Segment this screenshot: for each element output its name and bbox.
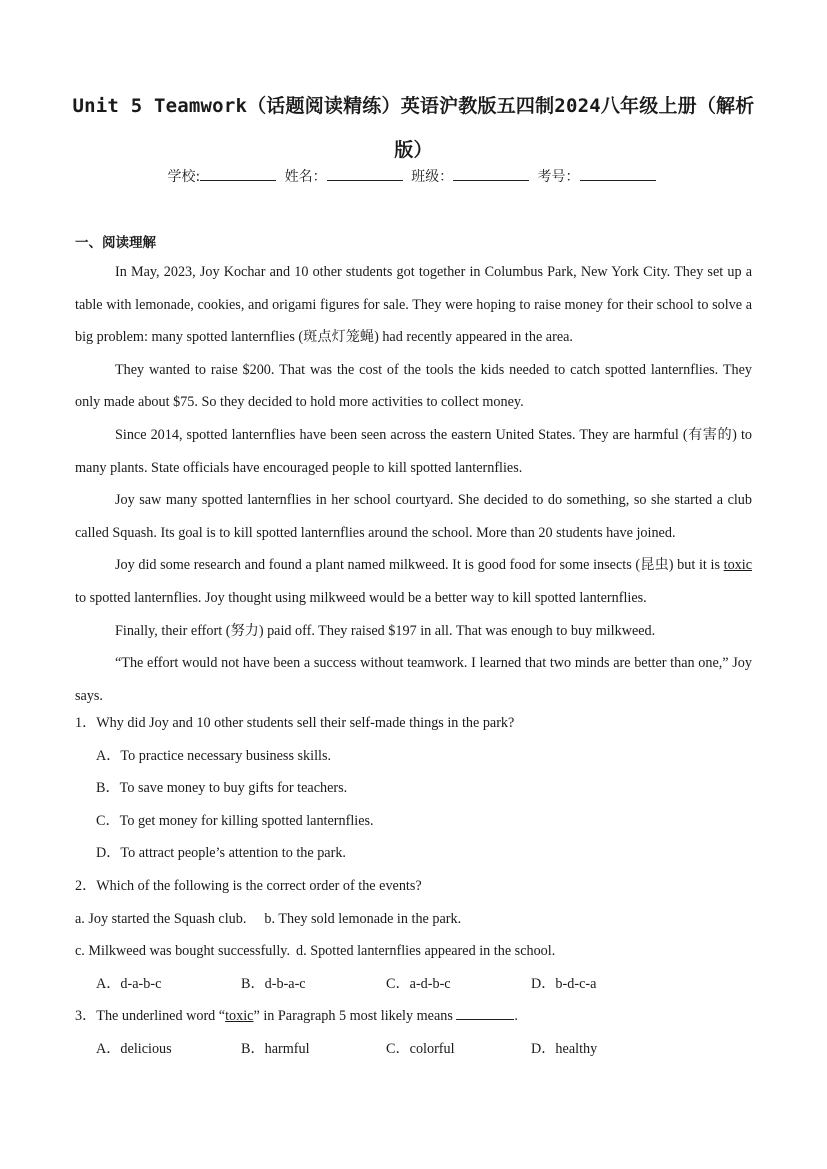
question-3-stem-middle: ” in Paragraph 5 most likely means (253, 1008, 453, 1025)
event-d: d. Spotted lanternflies appeared in the school. (296, 943, 556, 960)
event-a: a. Joy started the Squash club. (75, 910, 247, 927)
question-1-stem: 1．Why did Joy and 10 other students sell their self-made things in the park? (75, 715, 515, 731)
question-3-options (75, 1033, 752, 1066)
paragraph-1: In May, 2023, Joy Kochar and 10 other students got together in Columbus Park, New York City. They set up a table with lemonade, cookies, and origami figures for sale. They were hoping to raise money for their school to solve a big problem: many spotted lanternflies (斑点灯笼蝇) had recently appeared in the area. (75, 264, 752, 346)
class-label: 班级： (411, 169, 454, 185)
questions (75, 707, 752, 1066)
question-2-events-row-1 (75, 903, 752, 936)
paragraph-5-end: to spotted lanternflies. Joy thought using milkweed would be a better way to kill spotted lanternflies. (75, 589, 647, 606)
question-2-option-c: C．a-d-b-c (386, 975, 451, 992)
question-3-stem-end: . (514, 1008, 518, 1025)
question-3-option-b: B．harmful (241, 1040, 310, 1057)
question-3-underlined-word: toxic (225, 1008, 254, 1025)
name-blank (327, 168, 403, 181)
section-title: 一、阅读理解 (75, 235, 156, 251)
question-2-option-b: B．d-b-a-c (241, 975, 306, 992)
school-blank (200, 168, 276, 181)
question-3-option-c: C．colorful (386, 1040, 455, 1057)
student-info-line (0, 166, 827, 186)
paragraph-6: Finally, their effort (努力) paid off. They raised $197 in all. That was enough to buy milkweed. (115, 622, 656, 639)
number-label: 考号： (537, 169, 580, 185)
question-3-option-a: A．delicious (96, 1040, 172, 1057)
question-1-option-d: D．To attract people’s attention to the park. (96, 845, 346, 862)
answer-blank (456, 1007, 514, 1020)
paragraph-2: They wanted to raise $200. That was the cost of the tools the kids needed to catch spotted lanternflies. They only made about $75. So they decided to hold more activities to collect money. (75, 361, 752, 411)
event-b: b. They sold lemonade in the park. (264, 910, 462, 927)
question-3-option-d: D．healthy (531, 1040, 598, 1057)
question-1-option-c: C．To get money for killing spotted lanternflies. (96, 812, 374, 829)
question-2-option-a: A．d-a-b-c (96, 975, 162, 992)
question-3-stem-start: 3．The underlined word “ (75, 1008, 226, 1025)
reading-passage (75, 256, 752, 712)
question-3-stem (75, 1000, 752, 1033)
question-1-option-b: B．To save money to buy gifts for teachers. (96, 780, 348, 797)
paragraph-5 (75, 549, 752, 614)
question-2-stem: 2．Which of the following is the correct order of the events? (75, 877, 422, 894)
event-c: c. Milkweed was bought successfully. (75, 943, 291, 960)
question-2-options (75, 968, 752, 1001)
class-blank (453, 168, 529, 181)
paragraph-7: “The effort would not have been a success without teamwork. I learned that two minds are better than one,” Joy says. (75, 655, 752, 704)
question-2-events-row-2 (75, 935, 752, 968)
question-1-option-a: A．To practice necessary business skills. (96, 747, 332, 764)
paragraph-3: Since 2014, spotted lanternflies have been seen across the eastern United States. They are harmful (有害的) to many plants. State officials have encouraged people to kill spotted lanternflies. (75, 426, 752, 476)
question-2-option-d: D．b-d-c-a (531, 975, 597, 992)
number-blank (580, 168, 656, 181)
underlined-word-toxic: toxic (723, 557, 752, 574)
paragraph-5-start: Joy did some research and found a plant named milkweed. It is good food for some insects (昆虫) but it is (115, 557, 724, 574)
paragraph-4: Joy saw many spotted lanternflies in her school courtyard. She decided to do something, so she started a club called Squash. Its goal is to kill spotted lanternflies around the school. More than 20 students have joined. (75, 492, 752, 541)
name-label: 姓名： (284, 169, 327, 185)
page-title: Unit 5 Teamwork（话题阅读精练）英语沪教版五四制2024八年级上册（解析版） (72, 95, 755, 161)
school-label: 学校: (167, 169, 201, 185)
